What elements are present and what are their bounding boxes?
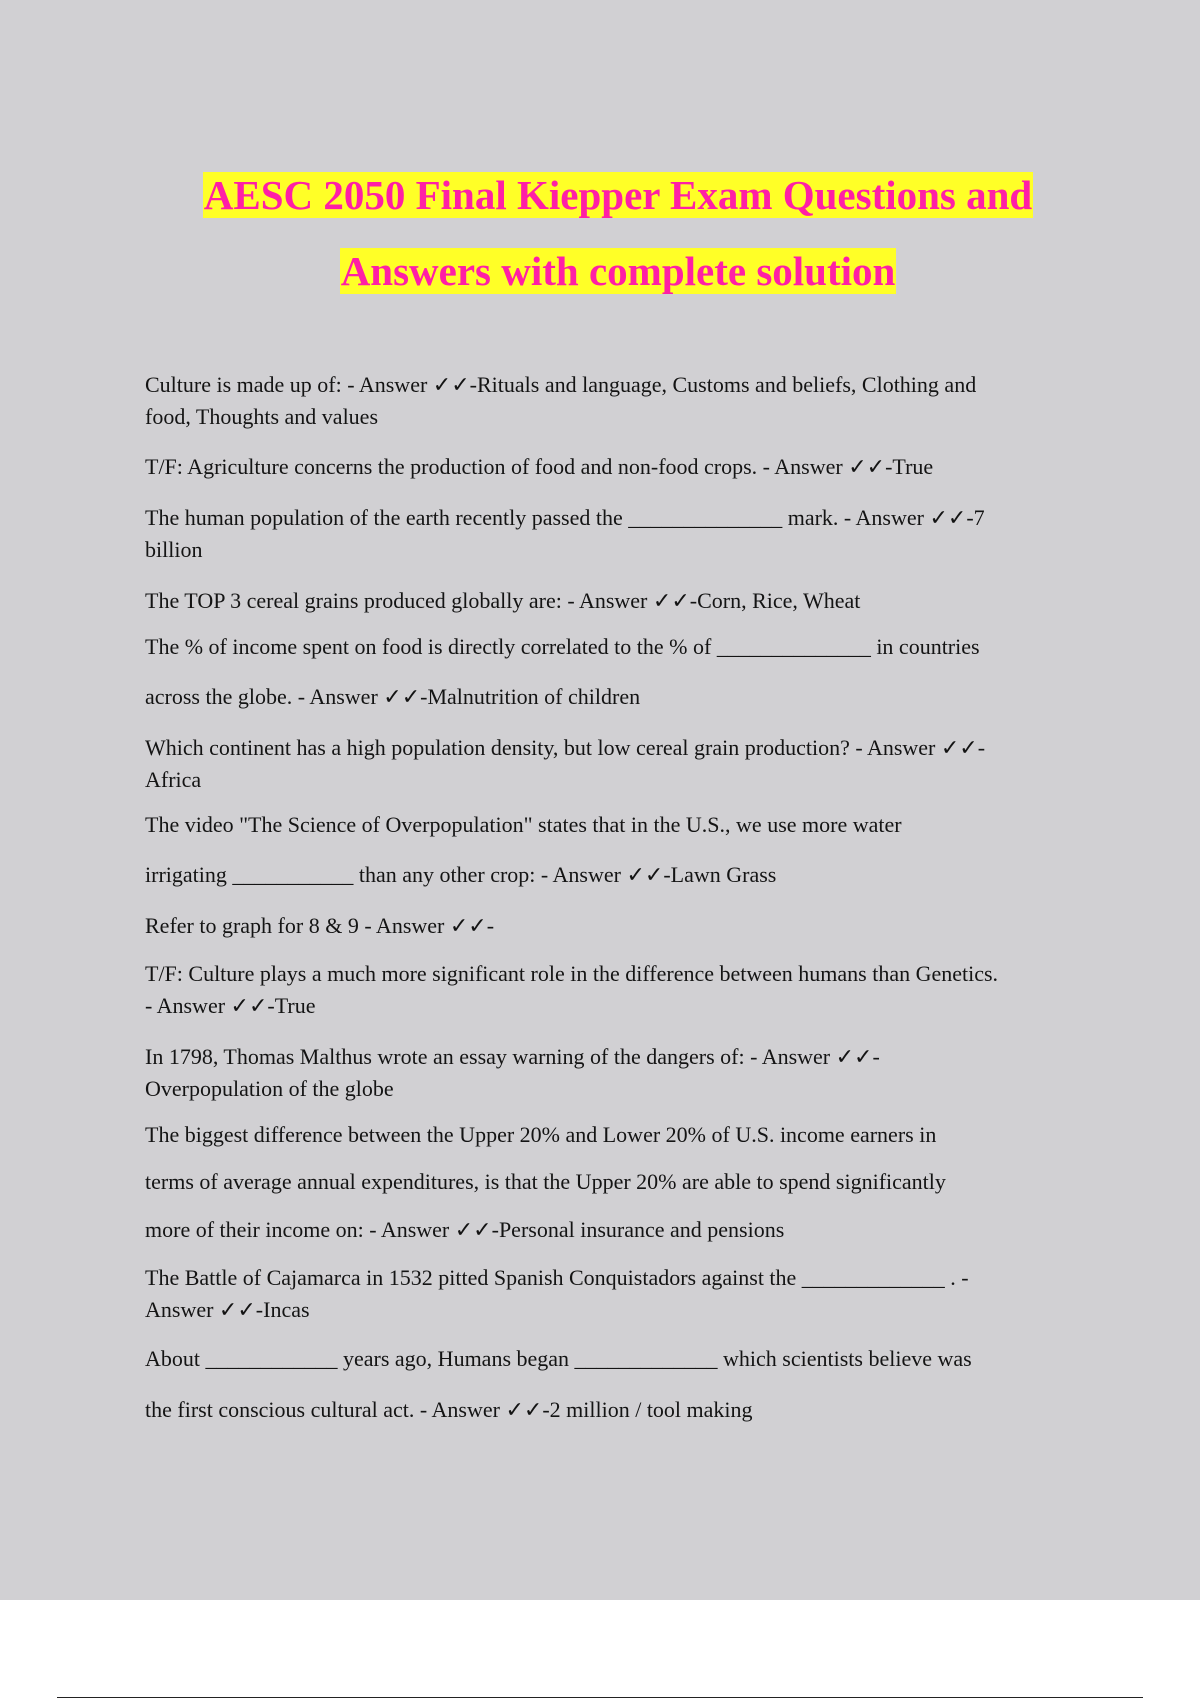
qa-item-12 bbox=[145, 1041, 1100, 1105]
qa-line: The TOP 3 cereal grains produced globally are: - Answer ✓✓-Corn, Rice, Wheat bbox=[145, 588, 861, 613]
qa-line: T/F: Culture plays a much more significant role in the difference between humans than Genetics. bbox=[145, 961, 999, 986]
qa-line: irrigating ___________ than any other crop: - Answer ✓✓-Lawn Grass bbox=[145, 862, 777, 887]
qa-item-1 bbox=[145, 369, 1100, 433]
document-title-line-1 bbox=[0, 170, 1200, 220]
qa-line: Answer ✓✓-Incas bbox=[145, 1297, 310, 1322]
title-highlight-1: AESC 2050 Final Kiepper Exam Questions and bbox=[203, 172, 1033, 218]
qa-line: The human population of the earth recently passed the ______________ mark. - Answer ✓✓-7 bbox=[145, 505, 985, 530]
qa-item-17 bbox=[145, 1343, 1100, 1375]
qa-line: The biggest difference between the Upper 20% and Lower 20% of U.S. income earners in bbox=[145, 1122, 937, 1147]
qa-line: T/F: Agriculture concerns the production of food and non-food crops. - Answer ✓✓-True bbox=[145, 454, 934, 479]
qa-item-4 bbox=[145, 585, 1100, 617]
qa-item-18 bbox=[145, 1394, 1100, 1426]
qa-item-2 bbox=[145, 451, 1100, 483]
qa-item-9 bbox=[145, 859, 1100, 891]
qa-line: food, Thoughts and values bbox=[145, 404, 379, 429]
qa-item-10 bbox=[145, 910, 1100, 942]
document-title-line-2 bbox=[0, 246, 1200, 296]
qa-line: across the globe. - Answer ✓✓-Malnutrition of children bbox=[145, 684, 641, 709]
qa-line: terms of average annual expenditures, is that the Upper 20% are able to spend significantly bbox=[145, 1169, 946, 1194]
qa-line: The Battle of Cajamarca in 1532 pitted Spanish Conquistadors against the _____________ . - bbox=[145, 1265, 969, 1290]
qa-item-14 bbox=[145, 1166, 1100, 1198]
qa-item-6 bbox=[145, 681, 1100, 713]
qa-line: In 1798, Thomas Malthus wrote an essay warning of the dangers of: - Answer ✓✓- bbox=[145, 1044, 880, 1069]
qa-line: Africa bbox=[145, 767, 202, 792]
qa-item-3 bbox=[145, 502, 1100, 566]
qa-item-7 bbox=[145, 732, 1100, 796]
qa-line: The video "The Science of Overpopulation" states that in the U.S., we use more water bbox=[145, 812, 902, 837]
qa-item-13 bbox=[145, 1119, 1100, 1151]
qa-line: Culture is made up of: - Answer ✓✓-Rituals and language, Customs and beliefs, Clothing and bbox=[145, 372, 977, 397]
qa-line: billion bbox=[145, 537, 203, 562]
qa-item-16 bbox=[145, 1262, 1100, 1326]
qa-line: The % of income spent on food is directly correlated to the % of ______________ in countries bbox=[145, 634, 980, 659]
qa-item-8 bbox=[145, 809, 1100, 841]
qa-line: the first conscious cultural act. - Answer ✓✓-2 million / tool making bbox=[145, 1397, 753, 1422]
qa-line: About ____________ years ago, Humans began _____________ which scientists believe was bbox=[145, 1346, 972, 1371]
qa-line: Refer to graph for 8 & 9 - Answer ✓✓- bbox=[145, 913, 495, 938]
title-highlight-2: Answers with complete solution bbox=[340, 248, 896, 294]
qa-item-15 bbox=[145, 1214, 1100, 1246]
qa-line: - Answer ✓✓-True bbox=[145, 993, 316, 1018]
qa-item-5 bbox=[145, 631, 1100, 663]
qa-line: more of their income on: - Answer ✓✓-Personal insurance and pensions bbox=[145, 1217, 785, 1242]
qa-item-11 bbox=[145, 958, 1100, 1022]
qa-line: Overpopulation of the globe bbox=[145, 1076, 394, 1101]
qa-line: Which continent has a high population density, but low cereal grain production? - Answer ✓✓- bbox=[145, 735, 986, 760]
footer-divider bbox=[57, 1697, 1143, 1698]
